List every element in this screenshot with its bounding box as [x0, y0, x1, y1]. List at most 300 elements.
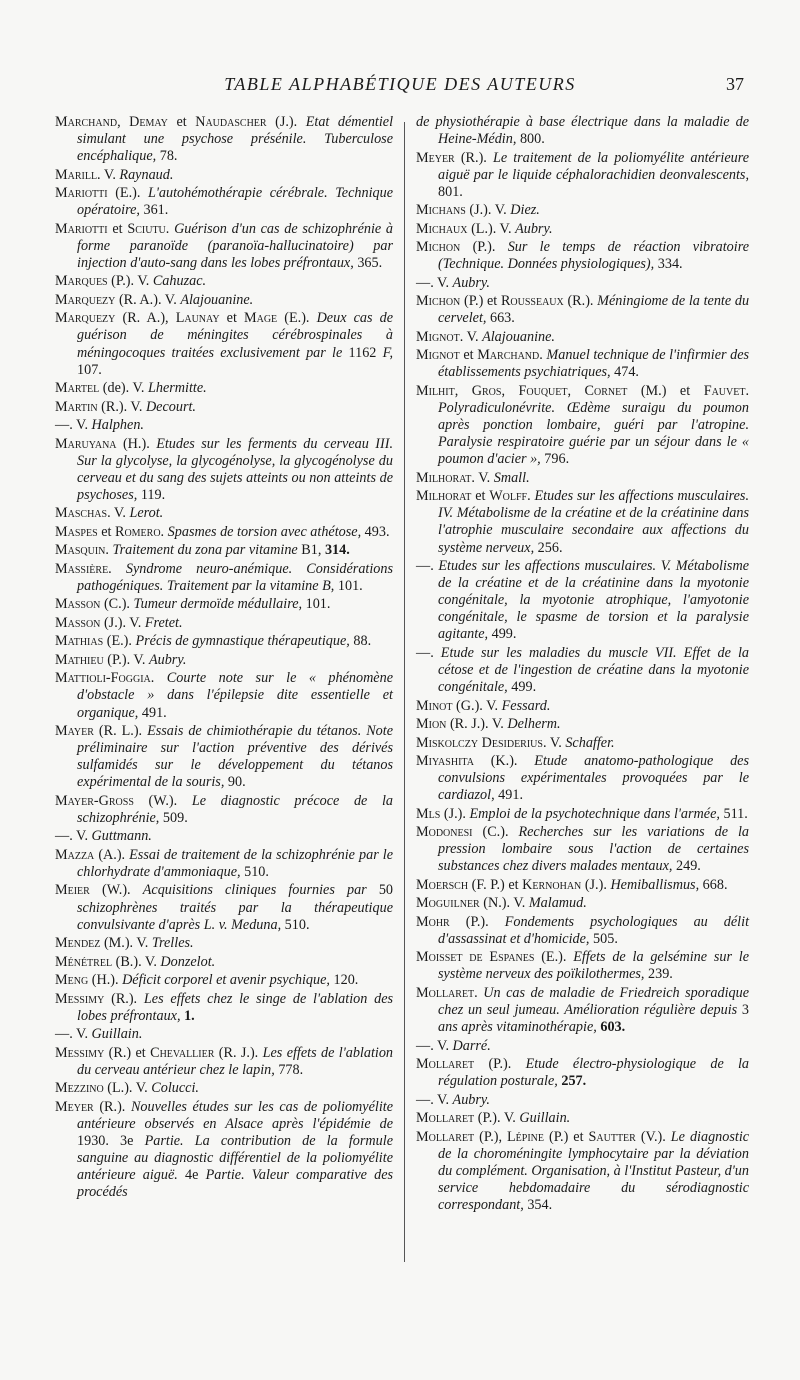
- index-entry: [416, 1092, 749, 1109]
- author-name: Mollaret: [416, 1128, 475, 1145]
- entry-text: (J.).: [584, 876, 607, 893]
- entry-text: (J.).: [443, 805, 466, 822]
- index-entry: [55, 723, 393, 791]
- index-entry: [416, 895, 749, 912]
- index-entry: [416, 202, 749, 219]
- entry-text: 119.: [140, 486, 166, 503]
- author-name: Mohr: [416, 913, 450, 930]
- entry-text: 499.: [491, 626, 517, 643]
- index-entry: [416, 1056, 749, 1090]
- entry-text: (J.).: [275, 114, 298, 130]
- entry-text: (R. J.).: [218, 1044, 259, 1061]
- entry-text: (M.). V.: [103, 935, 149, 952]
- work-title: Polyradiculonévrite. Œdème suraigu du poumon après ponction lombaire, guéri par l'atropine. Paralysie respiratoire guérie par un séjour dans le « poumon d'acier »,: [438, 400, 749, 468]
- index-entry: [416, 275, 749, 292]
- entry-text: —.: [416, 558, 434, 575]
- index-entry: [55, 436, 393, 504]
- work-title: Diez.: [510, 202, 540, 219]
- work-title: Précis de gymnastique thérapeutique,: [135, 633, 350, 650]
- author-name: Chevallier: [150, 1044, 215, 1061]
- entry-text: 491.: [498, 787, 523, 804]
- author-name: Mignot.: [416, 328, 464, 345]
- entry-text: 354.: [527, 1197, 553, 1214]
- work-title: Etude électro-physiologique de la régulation posturale,: [438, 1056, 750, 1090]
- entry-text: (W.).: [148, 792, 178, 809]
- index-entry: [416, 914, 749, 948]
- work-title: Un cas de maladie de Friedreich sporadique chez un seul jumeau. Amélioration régulière depuis: [438, 984, 750, 1019]
- entry-text: (A.).: [98, 846, 126, 863]
- index-entry: [55, 847, 393, 881]
- work-title: Decourt.: [145, 398, 196, 415]
- work-title: Aubry.: [452, 1091, 490, 1108]
- index-entry: [416, 1110, 749, 1127]
- entry-text: (F. P.) et: [471, 876, 519, 893]
- entry-text: (P.).: [488, 1056, 512, 1073]
- author-name: Mollaret: [416, 1056, 475, 1073]
- entry-text: 603.: [600, 1019, 626, 1036]
- entry-text: B1,: [301, 542, 322, 559]
- author-name: Meyer: [55, 1098, 94, 1115]
- entry-text: (R.).: [460, 149, 487, 166]
- work-title: Méningiome de la tente du cervelet,: [438, 293, 750, 327]
- author-name: Moisset de Espanes: [416, 949, 535, 966]
- author-name: Marchand.: [477, 347, 543, 364]
- work-title: Syndrome neuro-anémique. Considérations pathogéniques. Traitement par la vitamine: [77, 560, 394, 594]
- index-entry: [55, 1080, 393, 1097]
- author-name: Launay: [175, 310, 220, 327]
- author-name: Masquin.: [55, 542, 109, 559]
- work-title: Hemiballismus,: [610, 876, 700, 893]
- entry-text: (P.),: [479, 1128, 503, 1145]
- index-entry: [55, 1026, 393, 1043]
- entry-text: (L.). V.: [107, 1080, 148, 1097]
- author-name: Romero.: [114, 523, 165, 540]
- index-entry: [55, 954, 393, 971]
- author-name: Modonesi: [416, 824, 473, 841]
- work-title: Darré.: [452, 1037, 491, 1054]
- entry-text: 88.: [353, 633, 372, 650]
- author-name: Martin: [55, 398, 98, 415]
- work-title: Le diagnostic de la choroméningite lymphocytaire par la déviation du complément. Organisation, à l'Institut Pasteur, d'un service hebdomadaire du sérodiagnostic correspondant,: [438, 1128, 750, 1214]
- work-title: Etat démentiel simulant une psychose présénile. Tuberculose encéphalique,: [77, 114, 394, 165]
- index-entry: [416, 1129, 749, 1214]
- author-name: Martel: [55, 380, 100, 397]
- work-title: F,: [382, 344, 394, 361]
- author-name: Miskolczy Desiderius.: [416, 734, 547, 751]
- work-title: Le traitement de la poliomyélite antérieure aiguë par le liquide céphalorachidien deonvalescents,: [438, 149, 750, 183]
- index-entry: [55, 633, 393, 650]
- running-header: [0, 74, 800, 104]
- author-name: Rousseaux: [500, 293, 564, 310]
- index-entry: [55, 417, 393, 434]
- author-name: Minot: [416, 697, 453, 714]
- index-entry: [55, 882, 393, 933]
- author-name: Meng: [55, 972, 89, 989]
- entry-text: V.: [549, 734, 562, 751]
- author-name: Miyashita: [416, 753, 474, 770]
- entry-text: (R.) et: [108, 1044, 146, 1061]
- entry-text: —.: [416, 644, 434, 661]
- author-name: Mazza: [55, 846, 95, 863]
- work-title: L'autohémothérapie cérébrale. Technique opératoire,: [77, 185, 393, 219]
- entry-text: (H.).: [91, 972, 119, 989]
- author-name: Sautter: [588, 1128, 636, 1145]
- work-title: Etudes sur les affections musculaires. V. Métabolisme de la créatine et de la créatinine dans la myotonie congénitale, la myotonie atrophique, l'amyotonie congénitale, le spasme de torsion et la paralysie agitante,: [438, 558, 749, 643]
- entry-text: (P.) et: [463, 293, 498, 310]
- entry-text: (P.). V.: [477, 1110, 516, 1127]
- author-name: Naudascher: [195, 114, 267, 130]
- index-entry: [55, 273, 393, 290]
- author-name: Messimy: [55, 990, 105, 1007]
- entry-text: 1.: [184, 1007, 195, 1024]
- author-name: Marill.: [55, 166, 101, 183]
- author-name: Maschas.: [55, 505, 111, 522]
- entry-text: et: [101, 523, 112, 540]
- entry-text: 800.: [519, 131, 545, 148]
- index-entry: [55, 828, 393, 845]
- index-entry: [55, 542, 393, 559]
- work-title: Courte note sur le « phénomène d'obstacle » dans l'épilepsie dite essentielle et organique,: [77, 670, 393, 721]
- author-name: Mattioli-Foggia.: [55, 670, 155, 687]
- entry-text: (J.). V.: [103, 614, 142, 631]
- index-entry: [416, 293, 749, 327]
- entry-text: (W.).: [101, 882, 131, 899]
- work-title: Déficit corporel et avenir psychique,: [122, 972, 330, 989]
- entry-text: —. V.: [416, 1037, 449, 1054]
- entry-text: (R.).: [567, 293, 594, 310]
- author-name: Mion: [416, 716, 447, 733]
- work-title: Aubry.: [515, 220, 553, 237]
- work-title: Etudes sur les ferments du cerveau III. Sur la glycolyse, la glycogénolyse, la glycogénolyse du cerveau et du sang des sujets atteints ou non atteints de psychoses,: [77, 435, 393, 503]
- entry-text: (V.).: [640, 1128, 666, 1145]
- entry-text: (E.).: [541, 949, 567, 966]
- work-title: Aubry.: [452, 274, 490, 291]
- work-title: Small.: [493, 469, 530, 486]
- entry-text: (P.) et: [548, 1128, 584, 1145]
- work-title: Colucci.: [151, 1080, 199, 1097]
- entry-text: —. V.: [55, 828, 88, 845]
- author-name: Milhorat: [416, 488, 472, 505]
- index-entry: [416, 488, 749, 556]
- entry-text: (E.).: [115, 185, 141, 202]
- entry-text: (G.). V.: [456, 697, 499, 714]
- index-entry: [416, 114, 749, 148]
- work-title: Sur le temps de réaction vibratoire (Technique. Données physiologiques),: [438, 239, 750, 273]
- entry-text: 239.: [648, 966, 673, 983]
- work-title: schizophrènes traités par la thérapeutique convulsivante d'après L. v. Meduna,: [77, 899, 393, 933]
- author-name: Maruyana: [55, 435, 117, 452]
- index-entry: [416, 824, 749, 875]
- entry-text: V.: [466, 328, 479, 345]
- index-entry: [416, 698, 749, 715]
- entry-text: (M.) et: [640, 382, 691, 399]
- entry-text: (C.).: [482, 824, 509, 841]
- entry-text: 256.: [537, 539, 563, 556]
- author-name: Michans: [416, 202, 466, 219]
- entry-text: 778.: [278, 1061, 304, 1078]
- entry-text: 505.: [593, 930, 618, 947]
- index-entry: [55, 292, 393, 309]
- work-title: Guillain.: [519, 1110, 571, 1127]
- index-entry: [55, 1045, 393, 1079]
- author-name: Meyer: [416, 149, 455, 166]
- author-name: Ménétrel: [55, 953, 113, 970]
- entry-text: 50: [378, 882, 393, 899]
- author-name: Wolff.: [489, 488, 531, 505]
- entry-text: 120.: [333, 972, 359, 989]
- author-name: Mollaret: [416, 1110, 475, 1127]
- work-title: Acquisitions cliniques fournies par: [142, 882, 367, 899]
- work-title: Guttmann.: [91, 828, 152, 845]
- index-entry: [55, 1099, 393, 1202]
- index-entry: [416, 383, 749, 468]
- work-title: Tumeur dermoïde médullaire,: [133, 596, 303, 613]
- entry-text: (B.). V.: [115, 953, 157, 970]
- work-title: Essais de chimiothérapie du tétanos. Note préliminaire sur l'action préventive des dérivés sulfamidés sur le développement du tétanos expérimental de la souris,: [77, 723, 394, 791]
- right-column: [416, 114, 749, 1216]
- work-title: Etudes sur les affections musculaires. IV. Métabolisme de la créatine et de la créatinine dans l'atrophie musculaire secondaire aux affections du système nerveux,: [438, 488, 749, 556]
- author-name: Messimy: [55, 1044, 105, 1061]
- author-name: Mage: [243, 310, 278, 327]
- entry-text: 334.: [657, 256, 683, 273]
- work-title: Partie. La contribution de la formule sanguine au diagnostic différentiel de la poliomyélite antérieure aiguë.: [77, 1132, 393, 1184]
- entry-text: 510.: [284, 916, 310, 933]
- author-name: Michaux: [416, 220, 468, 237]
- entry-text: 107.: [77, 361, 102, 378]
- work-title: Fessard.: [501, 697, 551, 714]
- entry-text: (R. J.). V.: [449, 716, 504, 733]
- entry-text: 1162: [348, 344, 377, 361]
- author-name: Mayer: [55, 723, 94, 739]
- entry-text: et: [176, 114, 187, 130]
- entry-text: et: [226, 310, 237, 327]
- work-title: ans après vitaminothérapie,: [438, 1019, 597, 1036]
- index-entry: [416, 985, 749, 1036]
- entry-text: 796.: [544, 451, 570, 468]
- work-title: Malamud.: [528, 895, 587, 912]
- index-entry: [55, 991, 393, 1025]
- entry-text: 493.: [364, 523, 390, 540]
- index-entry: [55, 310, 393, 378]
- entry-text: 511.: [723, 805, 748, 822]
- entry-text: 101.: [337, 577, 363, 594]
- work-title: Lerot.: [129, 505, 164, 522]
- work-title: Alajouanine.: [482, 328, 555, 345]
- index-entry: [55, 505, 393, 522]
- index-entry: [55, 185, 393, 219]
- work-title: Recherches sur les variations de la pression lombaire sous l'action de certaines substances chez divers malades mentaux,: [438, 824, 750, 875]
- work-title: Schaffer.: [565, 734, 615, 751]
- author-name: Moguilner: [416, 895, 480, 912]
- work-title: Etude anatomo-pathologique des convulsions expérimentales provoquées par le cardiazol,: [438, 753, 749, 804]
- index-entry: [55, 935, 393, 952]
- work-title: Alajouanine.: [180, 291, 254, 308]
- work-title: Spasmes de torsion avec athétose,: [167, 523, 362, 540]
- entry-text: 499.: [511, 679, 537, 696]
- index-entry: [416, 806, 749, 823]
- author-name: Mariotti: [55, 185, 108, 202]
- work-title: Lhermitte.: [147, 380, 207, 397]
- author-name: Mls: [416, 805, 441, 822]
- entry-text: (P.). V.: [111, 273, 150, 290]
- work-title: Emploi de la psychotechnique dans l'armée,: [469, 805, 720, 822]
- index-entry: [55, 380, 393, 397]
- index-entry: [416, 735, 749, 752]
- index-entry: [416, 949, 749, 983]
- entry-text: (P.). V.: [107, 651, 146, 668]
- work-title: Nouvelles études sur les cas de poliomyélite antérieure observés en Alsace après l'épidémie de: [77, 1098, 393, 1132]
- entry-text: 663.: [489, 310, 515, 327]
- index-entry: [416, 329, 749, 346]
- entry-text: (L.). V.: [471, 220, 512, 237]
- index-entry: [416, 645, 749, 696]
- index-entry: [55, 524, 393, 541]
- work-title: B,: [322, 577, 335, 594]
- index-entry: [55, 399, 393, 416]
- entry-text: 474.: [614, 364, 639, 381]
- author-name: Massière.: [55, 560, 112, 577]
- index-entry: [416, 150, 749, 201]
- entry-text: (E.).: [106, 633, 132, 650]
- entry-text: 668.: [702, 876, 728, 893]
- author-name: Michon: [416, 239, 461, 256]
- author-name: Milhit, Gros, Fouquet, Cornet: [416, 382, 628, 399]
- author-name: Meier: [55, 882, 90, 899]
- index-entry: [55, 561, 393, 595]
- author-name: Masson: [55, 596, 101, 613]
- index-entry: [416, 221, 749, 238]
- author-name: Milhorat.: [416, 469, 475, 486]
- author-name: Mendez: [55, 935, 101, 952]
- entry-text: 365.: [357, 254, 383, 271]
- entry-text: 801.: [438, 183, 463, 200]
- entry-text: (H.).: [122, 435, 150, 452]
- entry-text: 4e: [185, 1167, 199, 1184]
- entry-text: 1930. 3e: [77, 1132, 134, 1149]
- work-title: Guillain.: [91, 1026, 143, 1043]
- entry-text: (de). V.: [102, 380, 145, 397]
- work-title: Deux cas de guérison de méningites cérébrospinales à méningocoques traitées exclusivement par le: [77, 310, 393, 361]
- entry-text: 314.: [324, 542, 350, 559]
- index-entry: [416, 753, 749, 804]
- work-title: de physiothérapie à base électrique dans la maladie de Heine-Médin,: [416, 114, 749, 148]
- entry-text: 90.: [227, 774, 246, 791]
- work-title: Guérison d'un cas de schizophrénie à forme paranoïde (paranoïa-hallucinatoire) par injection d'auto-sang dans les lobes préfrontaux,: [77, 220, 394, 271]
- author-name: Mathieu: [55, 651, 104, 668]
- work-title: Aubry.: [148, 651, 187, 668]
- entry-text: —. V.: [55, 417, 88, 434]
- work-title: Delherm.: [507, 716, 561, 733]
- entry-text: 249.: [676, 858, 701, 875]
- entry-text: 361.: [143, 202, 169, 219]
- index-entry: [55, 114, 393, 165]
- author-name: Sciutu.: [127, 220, 170, 237]
- author-name: Masson: [55, 614, 101, 631]
- index-entry: [55, 596, 393, 613]
- work-title: Fretet.: [144, 614, 183, 631]
- index-entry: [55, 670, 393, 721]
- author-name: Marques: [55, 273, 108, 290]
- author-name: Lépine: [507, 1128, 544, 1145]
- work-title: Partie. Valeur comparative des procédés: [77, 1167, 394, 1201]
- page-title: TABLE ALPHABÉTIQUE DES AUTEURS: [224, 74, 576, 94]
- index-entry: [416, 716, 749, 733]
- work-title: Traitement du zona par vitamine: [112, 542, 298, 559]
- author-name: Mezzino: [55, 1080, 104, 1097]
- entry-text: et: [475, 488, 486, 505]
- work-title: Etude sur les maladies du muscle VII. Effet de la cétose et de l'ingestion de créatine dans la myotonie congénitale,: [438, 644, 749, 696]
- author-name: Mathias: [55, 633, 104, 650]
- entry-text: 257.: [561, 1073, 587, 1090]
- entry-text: V.: [103, 166, 116, 183]
- work-title: Cahuzac.: [152, 273, 207, 290]
- index-entry: [416, 558, 749, 643]
- author-name: Fauvet.: [703, 382, 750, 399]
- entry-text: 491.: [141, 704, 167, 721]
- work-title: Effets de la gelsémine sur le système nerveux des poïkilothermes,: [438, 949, 750, 983]
- entry-text: 101.: [305, 596, 331, 613]
- entry-text: —. V.: [416, 1091, 449, 1108]
- author-name: Marchand, Demay: [55, 114, 168, 130]
- entry-text: (R. A.). V.: [118, 291, 177, 308]
- work-title: Les effets de l'ablation du cerveau antérieur chez le lapin,: [77, 1044, 394, 1078]
- entry-text: (R.).: [111, 990, 138, 1007]
- author-name: Marquezy: [55, 291, 116, 308]
- entry-text: (R. L.).: [98, 723, 143, 739]
- entry-text: (P.).: [472, 239, 496, 256]
- left-column: [55, 114, 393, 1203]
- work-title: Fondements psychologiques au délit d'assassinat et d'homicide,: [438, 913, 750, 947]
- entry-text: (J.). V.: [469, 202, 507, 219]
- work-title: Halphen.: [91, 417, 144, 434]
- author-name: Mayer-Gross: [55, 792, 134, 809]
- index-entry: [416, 877, 749, 894]
- entry-text: (C.).: [103, 596, 130, 613]
- page-number: 37: [726, 74, 744, 94]
- work-title: Raynaud.: [119, 166, 174, 183]
- author-name: Marquezy: [55, 310, 116, 327]
- index-entry: [55, 793, 393, 827]
- entry-text: 78.: [159, 148, 178, 165]
- index-entry: [55, 652, 393, 669]
- work-title: Manuel technique de l'infirmier des établissements psychiatriques,: [438, 347, 750, 381]
- entry-text: (E.).: [284, 310, 310, 327]
- index-entry: [416, 347, 749, 381]
- index-entry: [55, 167, 393, 184]
- author-name: Mignot: [416, 347, 460, 364]
- entry-text: 509.: [162, 809, 188, 826]
- entry-text: (K.).: [490, 753, 518, 770]
- entry-text: (R.). V.: [101, 398, 143, 415]
- index-entry: [416, 470, 749, 487]
- work-title: Trelles.: [151, 935, 194, 952]
- entry-text: (P.).: [465, 913, 489, 930]
- author-name: Moersch: [416, 876, 469, 893]
- work-title: Essai de traitement de la schizophrénie par le chlorhydrate d'ammoniaque,: [77, 846, 393, 880]
- index-entry: [416, 1038, 749, 1055]
- author-name: Michon: [416, 293, 461, 310]
- work-title: Les effets chez le singe de l'ablation des lobes préfrontaux,: [77, 990, 394, 1024]
- work-title: Le diagnostic précoce de la schizophrénie,: [77, 792, 394, 826]
- entry-text: et: [463, 347, 474, 364]
- index-entry: [416, 239, 749, 273]
- entry-text: et: [112, 220, 123, 237]
- index-entry: [55, 221, 393, 272]
- entry-text: —. V.: [416, 274, 449, 291]
- author-name: Mariotti: [55, 220, 108, 237]
- author-name: Mollaret.: [416, 984, 478, 1001]
- author-name: Maspes: [55, 523, 98, 540]
